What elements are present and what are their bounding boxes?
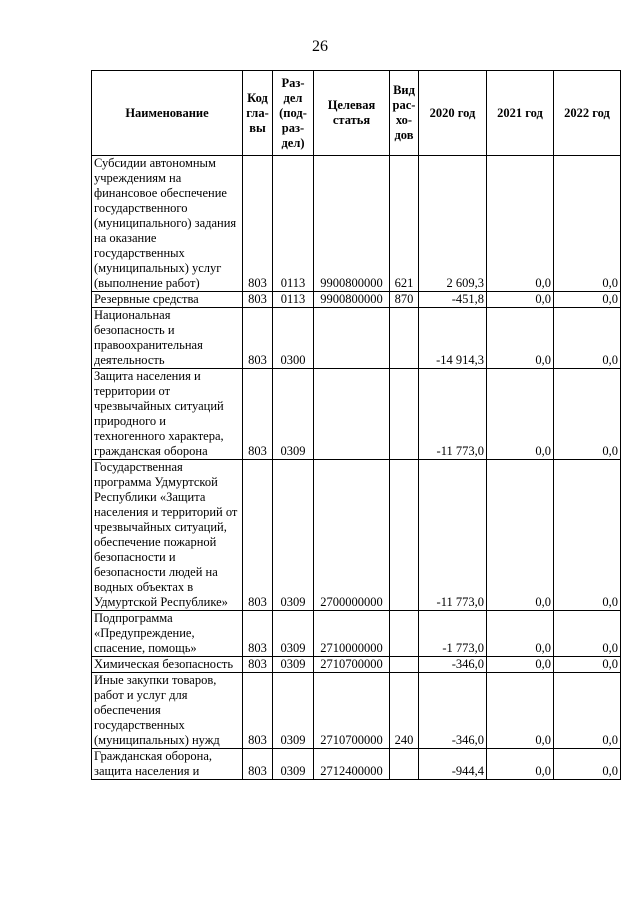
row-2021: 0,0 [487,673,554,749]
row-2021: 0,0 [487,369,554,460]
row-name: Химическая безопасность [92,657,243,673]
row-expense-type [390,308,419,369]
row-expense-type: 621 [390,156,419,292]
table-header-row [92,71,621,156]
row-section: 0309 [273,657,314,673]
header-section: Раз- дел (под- раз- дел) [273,71,314,156]
row-2022: 0,0 [554,749,621,780]
row-chapter: 803 [243,308,273,369]
row-expense-type [390,657,419,673]
row-name: Национальная безопасность и правоохранительная деятельность [92,308,243,369]
row-target: 9900800000 [314,156,390,292]
row-2022: 0,0 [554,657,621,673]
row-expense-type: 870 [390,292,419,308]
table-row [92,611,621,657]
row-2020: -346,0 [419,657,487,673]
row-chapter: 803 [243,673,273,749]
row-2021: 0,0 [487,292,554,308]
row-2021: 0,0 [487,460,554,611]
row-2020: -451,8 [419,292,487,308]
row-target [314,369,390,460]
table-row [92,308,621,369]
row-2022: 0,0 [554,292,621,308]
row-2020: -1 773,0 [419,611,487,657]
row-target: 2710700000 [314,673,390,749]
row-section: 0113 [273,292,314,308]
header-target-article: Целевая статья [314,71,390,156]
row-target: 2700000000 [314,460,390,611]
budget-table [91,70,621,780]
row-expense-type [390,369,419,460]
row-target: 9900800000 [314,292,390,308]
row-section: 0309 [273,611,314,657]
row-2022: 0,0 [554,611,621,657]
row-target [314,308,390,369]
row-2022: 0,0 [554,156,621,292]
table-row [92,460,621,611]
table-row [92,292,621,308]
row-expense-type: 240 [390,673,419,749]
header-year-2021: 2021 год [487,71,554,156]
header-expense-type: Вид рас- хо- дов [390,71,419,156]
row-section: 0309 [273,673,314,749]
table-row [92,749,621,780]
row-expense-type [390,611,419,657]
row-name: Гражданская оборона, защита населения и [92,749,243,780]
row-2020: 2 609,3 [419,156,487,292]
row-name: Государственная программа Удмуртской Республики «Защита населения и территорий от чрезвычайных ситуаций, обеспечение пожарной безопасности и безопасности людей на водных объектах в Удмуртской Республике» [92,460,243,611]
row-name: Резервные средства [92,292,243,308]
header-year-2022: 2022 год [554,71,621,156]
row-name: Подпрограмма «Предупреждение, спасение, помощь» [92,611,243,657]
row-chapter: 803 [243,749,273,780]
row-section: 0309 [273,369,314,460]
row-2022: 0,0 [554,308,621,369]
row-chapter: 803 [243,460,273,611]
row-2022: 0,0 [554,369,621,460]
row-2022: 0,0 [554,673,621,749]
page-number: 26 [312,38,328,55]
header-name: Наименование [92,71,243,156]
row-2022: 0,0 [554,460,621,611]
row-chapter: 803 [243,369,273,460]
row-section: 0309 [273,460,314,611]
row-chapter: 803 [243,611,273,657]
header-year-2020: 2020 год [419,71,487,156]
table-row [92,673,621,749]
row-chapter: 803 [243,292,273,308]
row-chapter: 803 [243,156,273,292]
table-row [92,369,621,460]
table-row [92,156,621,292]
row-2020: -11 773,0 [419,369,487,460]
row-target: 2712400000 [314,749,390,780]
row-2021: 0,0 [487,657,554,673]
row-target: 2710000000 [314,611,390,657]
row-2021: 0,0 [487,611,554,657]
row-name: Иные закупки товаров, работ и услуг для обеспечения государственных (муниципальных) нужд [92,673,243,749]
row-name: Защита населения и территории от чрезвычайных ситуаций природного и техногенного характера, гражданская оборона [92,369,243,460]
row-section: 0309 [273,749,314,780]
row-expense-type [390,749,419,780]
row-2020: -11 773,0 [419,460,487,611]
row-expense-type [390,460,419,611]
row-2020: -346,0 [419,673,487,749]
row-2020: -14 914,3 [419,308,487,369]
row-target: 2710700000 [314,657,390,673]
table-row [92,657,621,673]
row-2021: 0,0 [487,308,554,369]
row-2021: 0,0 [487,156,554,292]
row-2020: -944,4 [419,749,487,780]
row-2021: 0,0 [487,749,554,780]
row-chapter: 803 [243,657,273,673]
row-section: 0113 [273,156,314,292]
header-chapter-code: Код гла- вы [243,71,273,156]
row-name: Субсидии автономным учреждениям на финансовое обеспечение государственного (муниципального) задания на оказание государственных (муниципальных) услуг (выполнение работ) [92,156,243,292]
row-section: 0300 [273,308,314,369]
